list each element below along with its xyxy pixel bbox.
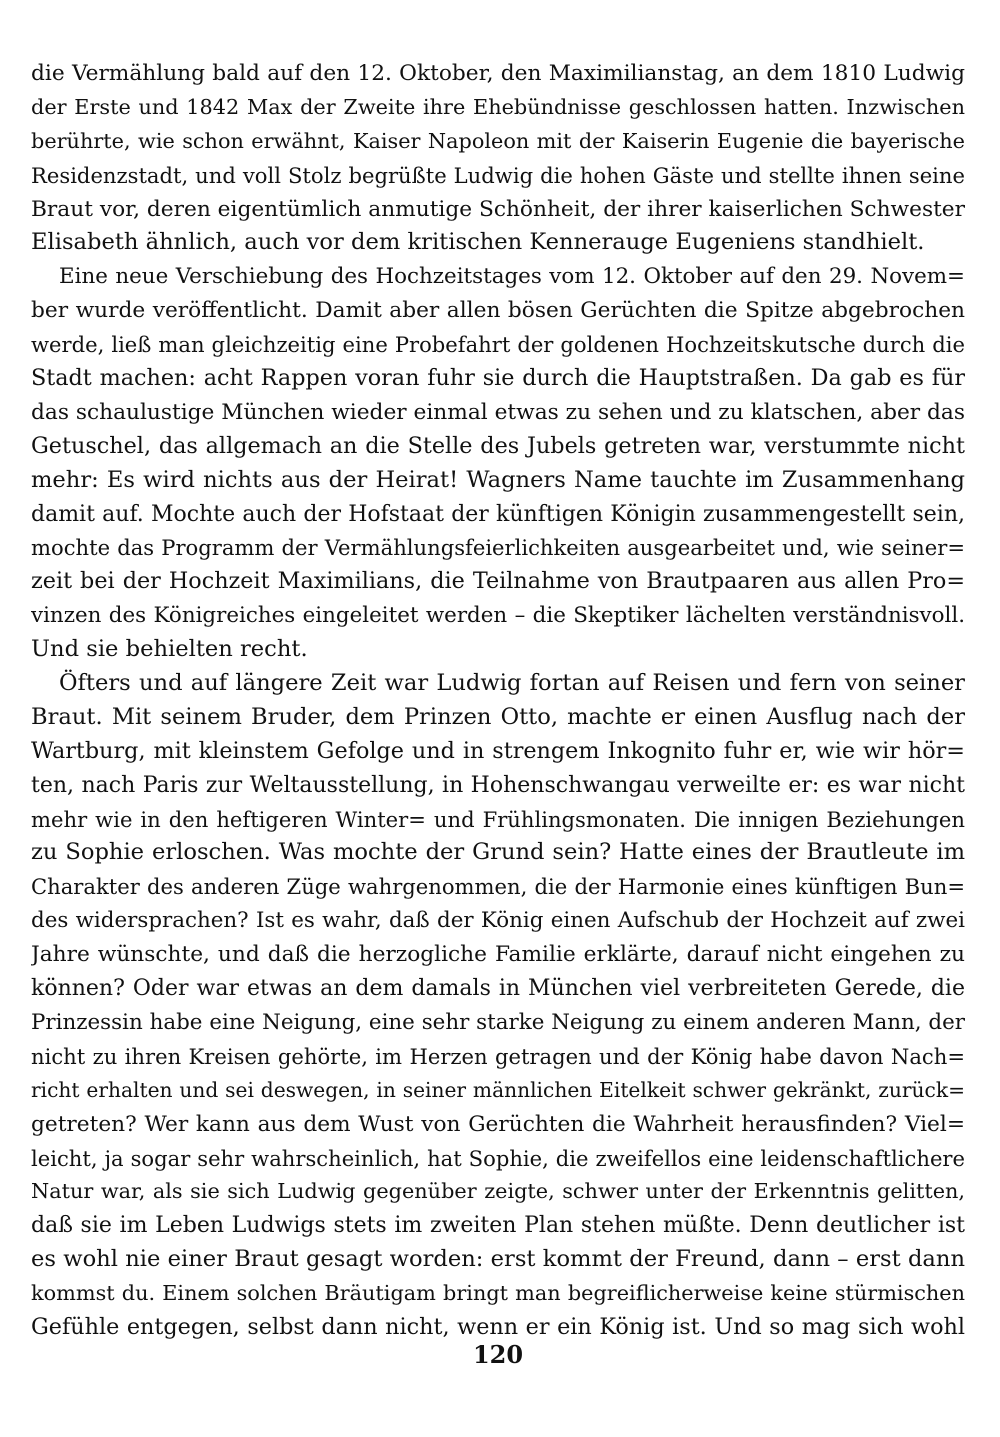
page-number: 120 xyxy=(472,1340,524,1369)
text-line: Gefühle entgegen, selbst dann nicht, wenn er ein König ist. Und so mag sich wohl xyxy=(31,1313,965,1340)
text-line: Elisabeth ähnlich, auch vor dem kritischen Kennerauge Eugeniens standhielt. xyxy=(31,229,925,256)
text-line: getreten? Wer kann aus dem Wust von Gerüchten die Wahrheit herausfinden? Viel= xyxy=(31,1111,965,1137)
text-line: Und sie behielten recht. xyxy=(31,636,308,663)
text-line: Eine neue Verschiebung des Hochzeitstages vom 12. Oktober auf den 29. Novem= xyxy=(59,264,965,290)
text-line: mehr wie in den heftigeren Winter= und Frühlingsmonaten. Die innigen Beziehungen xyxy=(31,806,965,832)
text-line: Wartburg, mit kleinstem Gefolge und in strengem Inkognito fuhr er, wie wir hör= xyxy=(31,737,965,764)
paragraph xyxy=(31,260,965,667)
text-line: Natur war, als sie sich Ludwig gegenüber zeigte, schwer unter der Erkenntnis gelitten, xyxy=(31,1179,965,1204)
text-line: daß sie im Leben Ludwigs stets im zweiten Plan stehen müßte. Denn deutlicher ist xyxy=(31,1213,965,1239)
paragraph xyxy=(31,667,965,1345)
text-line: es wohl nie einer Braut gesagt worden: erst kommt der Freund, dann – erst dann xyxy=(31,1246,965,1273)
text-line: Getuschel, das allgemach an die Stelle des Jubels getreten war, verstummte nicht xyxy=(31,432,965,459)
text-line: Öfters und auf längere Zeit war Ludwig fortan auf Reisen und fern von seiner xyxy=(59,670,965,697)
text-line: zu Sophie erloschen. Was mochte der Grund sein? Hatte eines der Brautleute im xyxy=(31,839,965,866)
text-line: nicht zu ihren Kreisen gehörte, im Herzen getragen und der König habe davon Nach= xyxy=(31,1043,965,1069)
text-line: zeit bei der Hochzeit Maximilians, die Teilnahme von Brautpaaren aus allen Pro= xyxy=(31,568,965,595)
text-line: mehr: Es wird nichts aus der Heirat! Wagners Name tauchte im Zusammenhang xyxy=(31,466,965,493)
text-line: ber wurde veröffentlicht. Damit aber allen bösen Gerüchten die Spitze abgebrochen xyxy=(31,298,965,324)
text-line: das schaulustige München wieder einmal etwas zu sehen und zu klatschen, aber das xyxy=(31,399,965,425)
text-line: damit auf. Mochte auch der Hofstaat der künftigen Königin zusammengestellt sein, xyxy=(31,501,965,527)
text-line: berührte, wie schon erwähnt, Kaiser Napoleon mit der Kaiserin Eugenie die bayerische xyxy=(31,128,965,153)
text-line: mochte das Programm der Vermählungsfeierlichkeiten ausgearbeitet und, wie seiner= xyxy=(31,535,965,561)
text-line: des widersprachen? Ist es wahr, daß der König einen Aufschub der Hochzeit auf zwei xyxy=(31,908,965,934)
book-page xyxy=(31,57,965,1417)
text-line: vinzen des Königreiches eingeleitet werden – die Skeptiker lächelten verständnisvoll. xyxy=(31,603,965,629)
body-text xyxy=(31,57,965,1345)
text-line: werde, ließ man gleichzeitig eine Probefahrt der goldenen Hochzeitskutsche durch die xyxy=(31,332,965,358)
text-line: leicht, ja sogar sehr wahrscheinlich, hat Sophie, die zweifellos eine leidenschaftlichere xyxy=(31,1145,965,1171)
text-line: können? Oder war etwas an dem damals in München viel verbreiteten Gerede, die xyxy=(31,976,965,1002)
paragraph xyxy=(31,57,965,260)
text-line: kommst du. Einem solchen Bräutigam bringt man begreiflicherweise keine stürmischen xyxy=(31,1281,965,1306)
text-line: die Vermählung bald auf den 12. Oktober, den Maximilianstag, an dem 1810 Ludwig xyxy=(31,61,965,86)
text-line: Jahre wünschte, und daß die herzogliche Familie erklärte, darauf nicht eingehen zu xyxy=(31,942,965,968)
text-line: richt erhalten und sei deswegen, in seiner männlichen Eitelkeit schwer gekränkt, zurück= xyxy=(31,1077,965,1102)
text-line: Stadt machen: acht Rappen voran fuhr sie durch die Hauptstraßen. Da gab es für xyxy=(31,365,965,392)
text-line: Residenzstadt, und voll Stolz begrüßte Ludwig die hohen Gäste und stellte ihnen seine xyxy=(31,162,965,188)
text-line: Braut vor, deren eigentümlich anmutige Schönheit, der ihrer kaiserlichen Schwester xyxy=(31,196,965,222)
text-line: Prinzessin habe eine Neigung, eine sehr starke Neigung zu einem anderen Mann, der xyxy=(31,1009,965,1035)
text-line: Braut. Mit seinem Bruder, dem Prinzen Otto, machte er einen Ausflug nach der xyxy=(31,703,965,730)
text-line: der Erste und 1842 Max der Zweite ihre Ehebündnisse geschlossen hatten. Inzwischen xyxy=(31,94,965,119)
text-line: Charakter des anderen Züge wahrgenommen, die der Harmonie eines künftigen Bun= xyxy=(31,874,965,900)
text-line: ten, nach Paris zur Weltausstellung, in Hohenschwangau verweilte er: es war nicht xyxy=(31,772,965,798)
